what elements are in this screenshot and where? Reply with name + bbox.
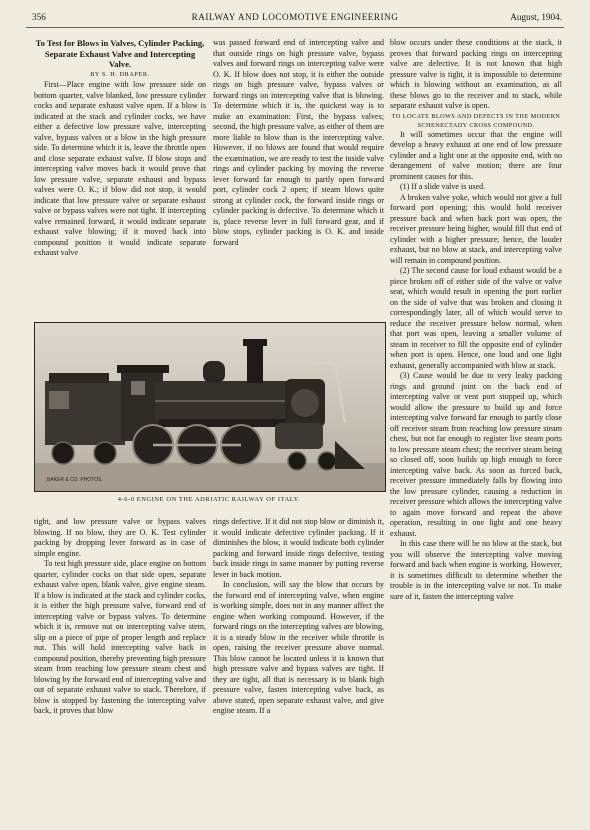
paragraph: was passed forward end of intercepting valve and that outside rings on high pressure valve, bypass valves and forward rings on intercepting valve were O. K. If blow does not stop, it is either the outside rings on high pressure valve, bypass valves or forward rings on intercepting valve that is blowing. To determine which it is, the quickest way is to make an examination: First, the bypass valves; second, the high pressure valve, as either of them are more liable to blow than is the intercepting valve. However, if no blows are found that would require the examination, we are ready to test the inside valve rings and cylinder packing by moving the reverse lever forward far enough to partly open forward port, cylinder cock 2 open; if steam blows quite strong at cylinder cock, the forward inside rings or cylinder packing is defective. To determine which it is, place reverse lever in full forward gear, and if blow stops, cylinder packing is O. K. and inside forward [213, 38, 384, 247]
section-heading: TO LOCATE BLOWS AND DEFECTS IN THE MODERN SCHENECTADY CROSS COMPOUND. [391, 112, 561, 129]
paragraph: In conclusion, will say the blow that occurs by the forward end of intercepting valve, when engine is working simple, does not in any manner affect the engine when working compound. However, if the forward rings on the intercepting valves are blowing, it is a steady blow in the receiver while throttle is open, raising the receiver pressure above normal. This blow cannot be located unless it is known that high pressure valve and bypass valves are tight. If they are tight, all that is necessary is to blank high pressure valve, fasten intercepting valve back, as above stated, open separate exhaust valve, and give engine steam. If a [213, 580, 384, 715]
locomotive-photo [34, 322, 386, 492]
column-3 [390, 38, 562, 818]
column-1-top [34, 38, 206, 320]
figure-caption: 4-6-0 ENGINE ON THE ADRIATIC RAILWAY OF ITALY. [117, 496, 301, 503]
header-rule [26, 27, 564, 28]
paragraph: (1) If a slide valve is used. [400, 182, 486, 191]
paragraph: (2) The second cause for loud exhaust would be a piece broken off of either side of the valve or valve seat, which would result in opening the port earlier on the side of valve that was broken and closing it correspondingly later, all of which would serve to reduce the receiver pressure below normal, when that port was open, leaving a smaller volume of steam in receiver to fill the opposite end of cylinder when port is open. Hence, one loud and one light exhaust, generally accompanied with blow at stack. [390, 266, 562, 370]
paragraph: It will sometimes occur that the engine will develop a heavy exhaust at one end of low pressure cylinder and a light one at the opposite end, with no derangement of valve motion; there are four prominent causes for this. [390, 129, 562, 181]
builder-mark: BAKER & CO. PHOTOS. [47, 477, 103, 483]
paragraph: (3) Cause would be due to very leaky packing rings and ground joint on the back end of intercepting valve or vent port stopped up, which would allow the pressure to build up and force intercepting valve forward far enough to partly close off receiver steam from reaching low pressure steam chest, but not far enough to register live steam ports to low pressure steam chest; the receiver steam being so closed off, soon builds up high enough to force intercepting valve back. As soon as forced back, receiver pressure immediately falls by flowing into the low pressure cylinder, causing a reduction in receiver pressure which allows the intercepting valve to again move forward and repeat the above operation, resulting in one light and one heavy exhaust. [390, 371, 562, 538]
paragraph: To test high pressure side, place engine on bottom quarter, cylinder cocks on that side open, separate exhaust valve open, blank valve, give engine steam. If a blow is indicated at the stack and cylinder cocks, it is either the high pressure valve, forward end of intercepting valve or bypass valves. To determine which it is, remove nut on intercepting valve stem, slip on a piece of pipe of proper length and replace nut. This will hold intercepting valve back in compound position, thereby preventing high pressure steam from reaching low pressure steam chest and blowing by the forward end of intercepting valve and out of separate exhaust valve to stack. Therefore, if blow is stopped by fastening the intercepting valve back, it proves that blow [34, 559, 206, 715]
page-number: 356 [32, 12, 46, 22]
paragraph: blow occurs under these conditions at the stack, it proves that forward packing rings on intercepting valve are defective. It is not known that high pressure valve is tight, it is impossible to determine which is blowing without an examination, as all these blows go to the receiver and to stack, while separate exhaust valve is open. [390, 38, 562, 110]
paragraph: A broken valve yoke, which would not give a full forward port opening; this would hold receiver pressure back and when back port was open, the receiver pressure being higher, would fill that end of cylinder with a higher pressure; hence, the louder exhaust, but no blow at stack, and intercepting valve will remain in compound position. [390, 192, 562, 265]
paragraph: rings defective. If it did not stop blow or diminish it, it would indicate defective cylinder packing. If it diminishes the blow, it would indicate both cylinder packing and forward inside rings defective, testing back inside rings in same manner by putting reverse lever in back motion. [213, 517, 384, 579]
column-2-bottom [213, 517, 384, 817]
paragraph: In this case there will be no blow at the stack, but you will observe the intercepting valve moving forward and back when engine is working. However, it is sometimes difficult to determine whether the trouble is in the intercepting valve or not. To make sure of it, fasten the intercepting valve [390, 539, 562, 601]
paragraph: tight, and low pressure valve or bypass valves blowing. If no blow, they are O. K. Test cylinder packing by dropping lever forward as in case of simple engine. [34, 517, 206, 558]
column-2-top [213, 38, 384, 320]
page-header [26, 12, 564, 26]
journal-title: RAILWAY AND LOCOMOTIVE ENGINEERING [191, 12, 399, 22]
article-title: To Test for Blows in Valves, Cylinder Packing, Separate Exhaust Valve and Intercepting Valve. [35, 38, 205, 69]
issue-date: August, 1904. [510, 12, 562, 22]
paragraph: First—Place engine with low pressure side on bottom quarter, valve blanked, low pressure cylinder cocks and separate exhaust valve open. If a blow is indicated at the stack and cylinder cocks, we have either a defective low pressure valve, intercepting valve, bypass valves or a blow in the high pressure side. To determine which it is, leave the throttle open and close separate exhaust valve. If blow stops and intercepting valve moves back it would prove that low pressure valve, separate exhaust and bypass valves were O. K.; if blow did not stop, it would indicate that low pressure valve or separate exhaust valve or bypass valves were not tight. If intercepting valve remained forward, it would indicate separate exhaust valve blowing; if it moved back into compound position it would indicate separate exhaust valve [34, 80, 206, 257]
locomotive-illustration [35, 323, 385, 491]
column-1-bottom [34, 517, 206, 817]
article-byline: BY S. H. DRAPER. [90, 70, 150, 78]
